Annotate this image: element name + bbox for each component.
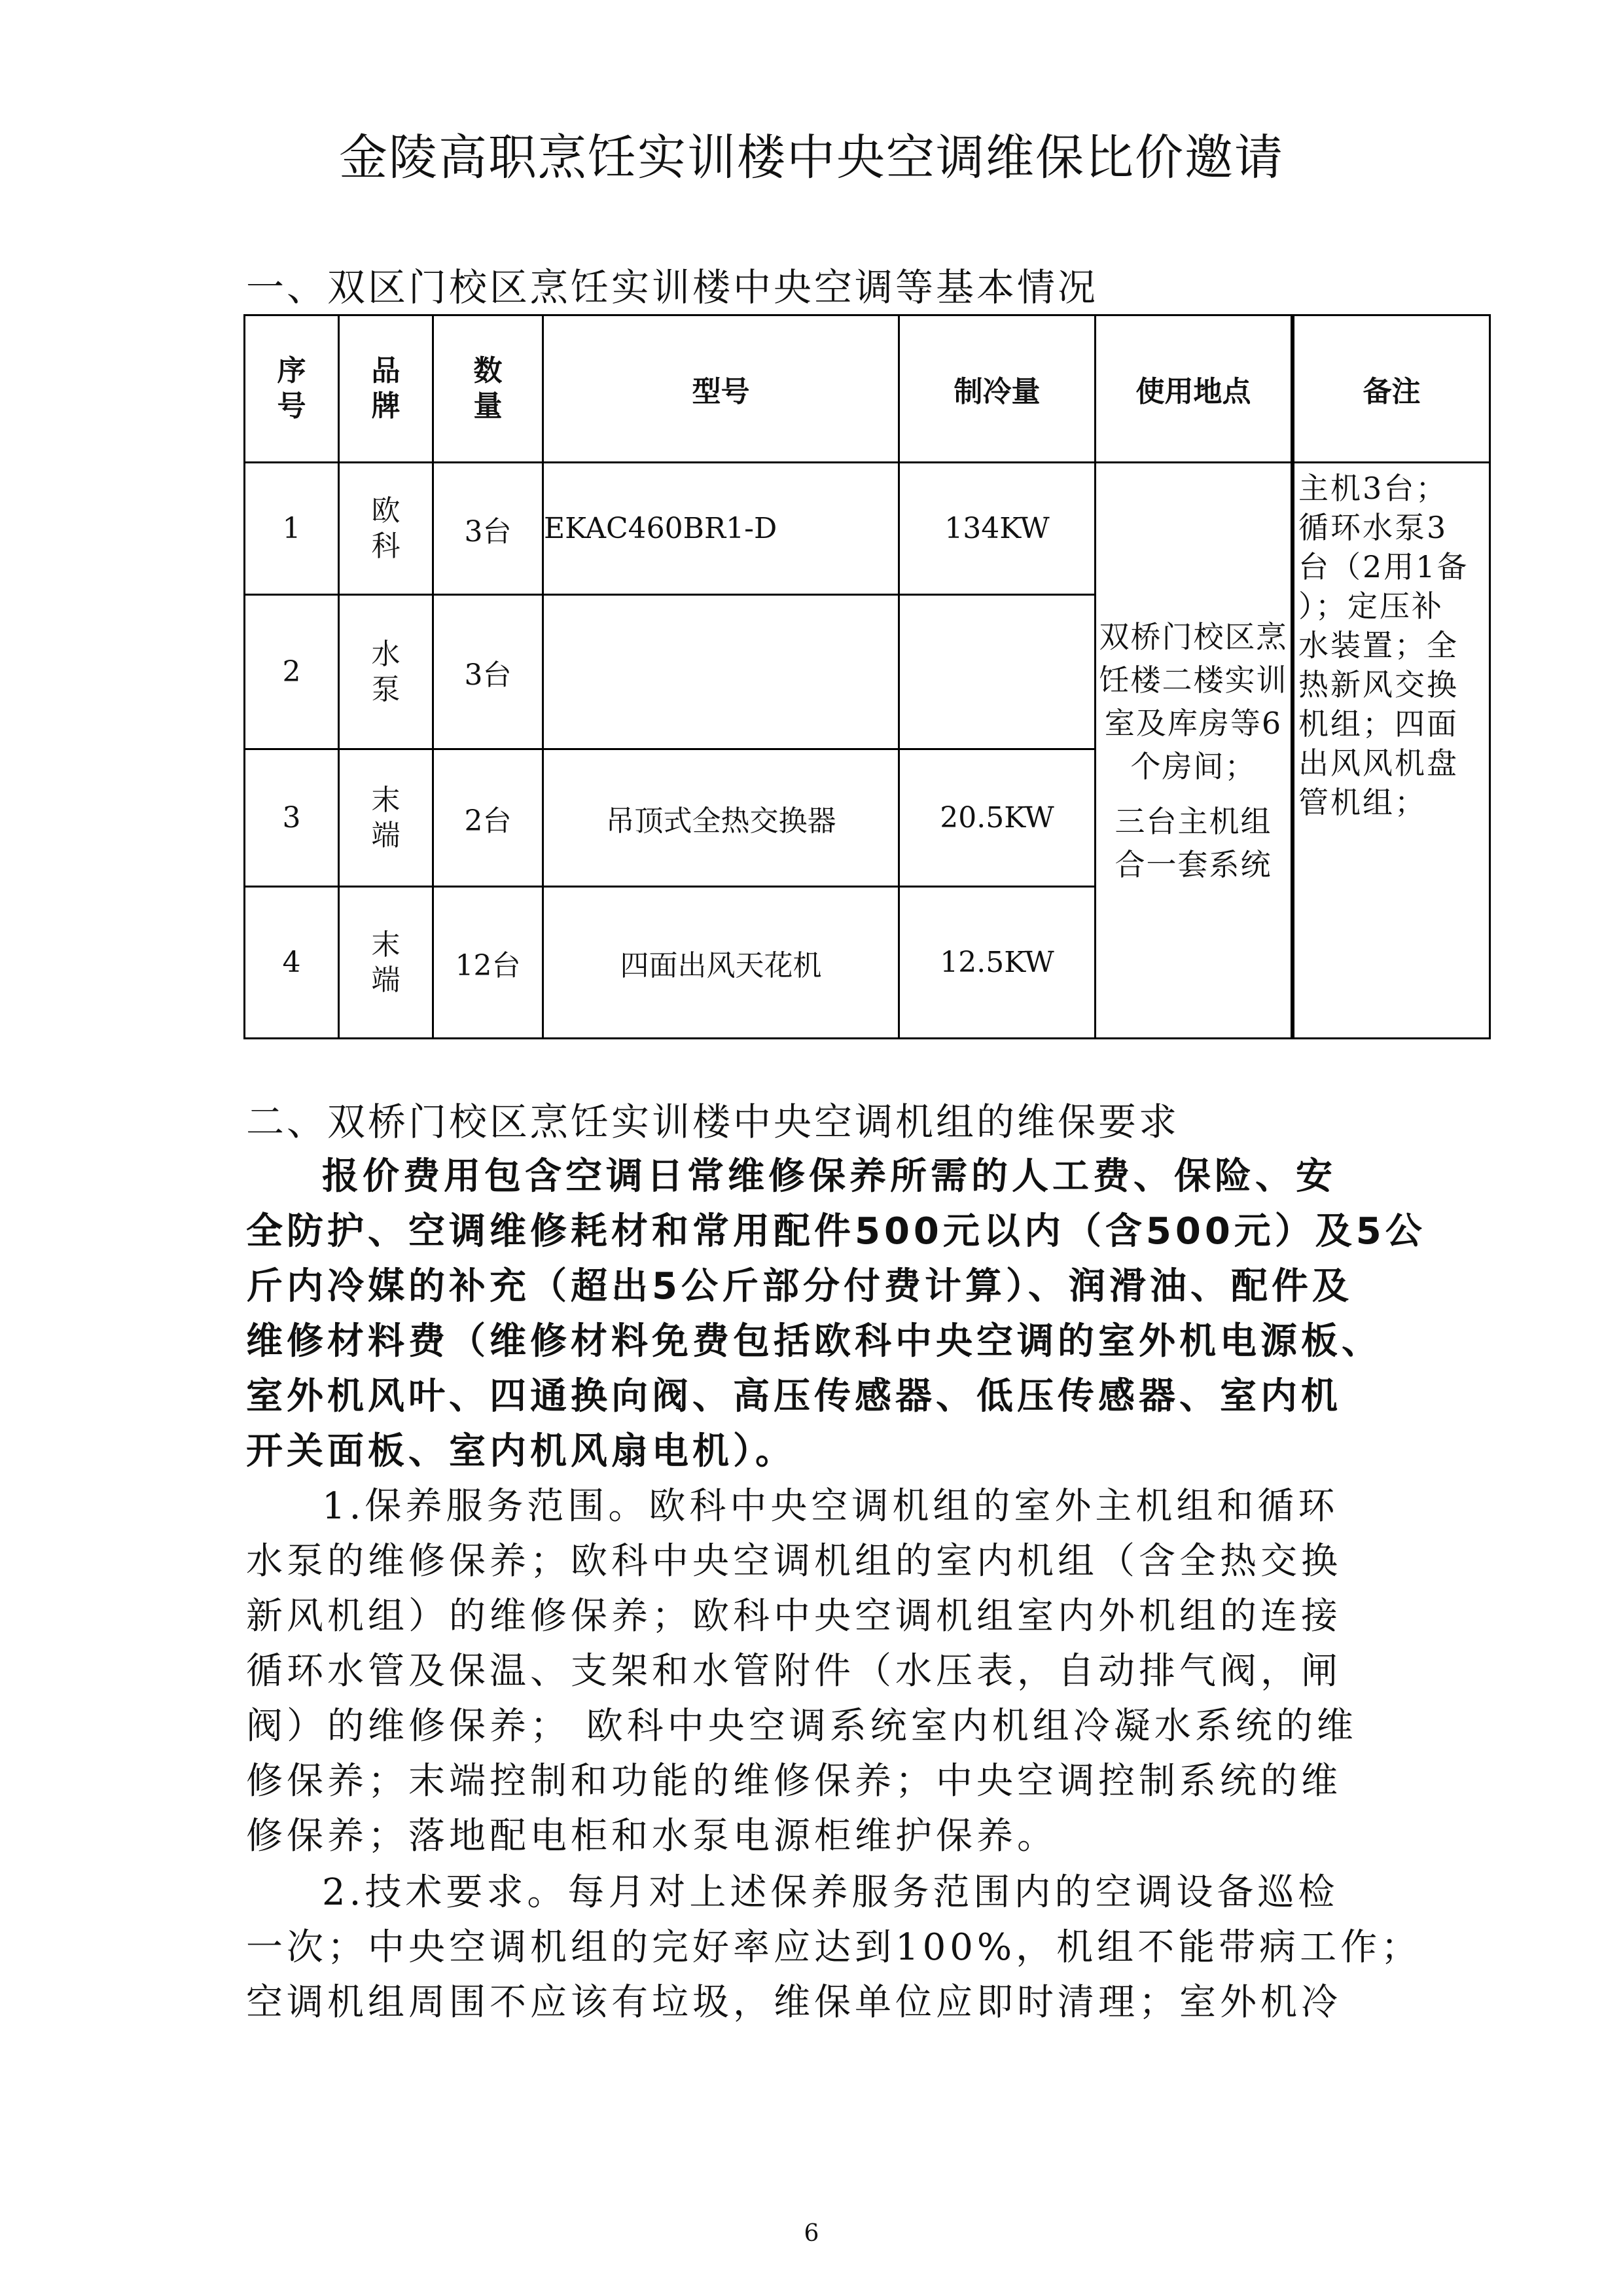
page-number: 6 bbox=[804, 2220, 819, 2247]
cell-cooling: 12.5KW bbox=[899, 887, 1096, 1039]
table-row bbox=[245, 463, 1490, 595]
section-heading-basic-info: 一、双区门校区烹饪实训楼中央空调等基本情况 bbox=[246, 265, 1099, 310]
paragraph-fee: 报价费用包含空调日常维修保养所需的人工费、保险、安 全防护、空调维修耗材和常用配件500元以内（含500元）及5公 斤内冷媒的补充（超出5公斤部分付费计算）、润滑油、配件及 维修材料费（维修材料免费包括欧科中央空调的室外机电源板、 室外机风叶、四通换向阀、高压传感器、低压传感器、室内机 开关面板、室内机风扇电机）。 bbox=[246, 1155, 1426, 1473]
cell-qty: 2台 bbox=[433, 749, 543, 887]
paragraph-service-scope: 1.保养服务范围。欧科中央空调机组的室外主机组和循环 水泵的维修保养；欧科中央空调机组的室内机组（含全热交换 新风机组）的维修保养；欧科中央空调机组室内外机组的连接 循环水管及保温、支架和水管附件（水压表，自动排气阀，闸 阀）的维修保养； 欧科中央空调系统室内机组冷凝水系统的维 修保养；末端控制和功能的维修保养；中央空调控制系统的维 修保养；落地配电柜和水泵电源柜维护保养。 bbox=[246, 1485, 1357, 1857]
section-heading-maintenance: 二、双桥门校区烹饪实训楼中央空调机组的维保要求 bbox=[246, 1100, 1180, 1144]
cell-brand: 末 端 bbox=[339, 887, 433, 1039]
cell-cooling: 134KW bbox=[899, 463, 1096, 595]
header-cooling: 制冷量 bbox=[899, 315, 1096, 463]
header-model: 型号 bbox=[543, 315, 899, 463]
cell-place: 双桥门校区烹 饪楼二楼实训 室及库房等6 个房间； 三台主机组 合一套系统 bbox=[1096, 463, 1292, 1039]
cell-model bbox=[543, 595, 899, 749]
cell-qty: 3台 bbox=[433, 595, 543, 749]
table-header-row bbox=[245, 315, 1490, 463]
cell-seq: 2 bbox=[245, 595, 339, 749]
cell-brand: 水 泵 bbox=[339, 595, 433, 749]
cell-brand: 欧 科 bbox=[339, 463, 433, 595]
cell-remark: 主机3台； 循环水泵3 台（2用1备 ）；定压补 水装置；全 热新风交换 机组；四面 出风风机盘 管机组； bbox=[1294, 463, 1490, 1039]
cell-brand: 末 端 bbox=[339, 749, 433, 887]
paragraph-technical-requirements: 2.技术要求。每月对上述保养服务范围内的空调设备巡检 一次；中央空调机组的完好率应达到100%，机组不能带病工作； 空调机组周围不应该有垃圾，维保单位应即时清理；室外机冷 bbox=[246, 1871, 1422, 2024]
header-brand: 品 牌 bbox=[339, 315, 433, 463]
cell-cooling bbox=[899, 595, 1096, 749]
cell-seq: 1 bbox=[245, 463, 339, 595]
cell-model: EKAC460BR1-D bbox=[543, 463, 899, 595]
equipment-table bbox=[243, 314, 1491, 1039]
cell-qty: 3台 bbox=[433, 463, 543, 595]
header-place: 使用地点 bbox=[1096, 315, 1292, 463]
cell-model: 吊顶式全热交换器 bbox=[543, 749, 899, 887]
cell-model: 四面出风天花机 bbox=[543, 887, 899, 1039]
header-seq: 序 号 bbox=[245, 315, 339, 463]
cell-seq: 4 bbox=[245, 887, 339, 1039]
cell-qty: 12台 bbox=[433, 887, 543, 1039]
page-title: 金陵高职烹饪实训楼中央空调维保比价邀请 bbox=[339, 130, 1284, 186]
cell-cooling: 20.5KW bbox=[899, 749, 1096, 887]
cell-seq: 3 bbox=[245, 749, 339, 887]
header-qty: 数 量 bbox=[433, 315, 543, 463]
header-remark: 备注 bbox=[1294, 315, 1490, 463]
